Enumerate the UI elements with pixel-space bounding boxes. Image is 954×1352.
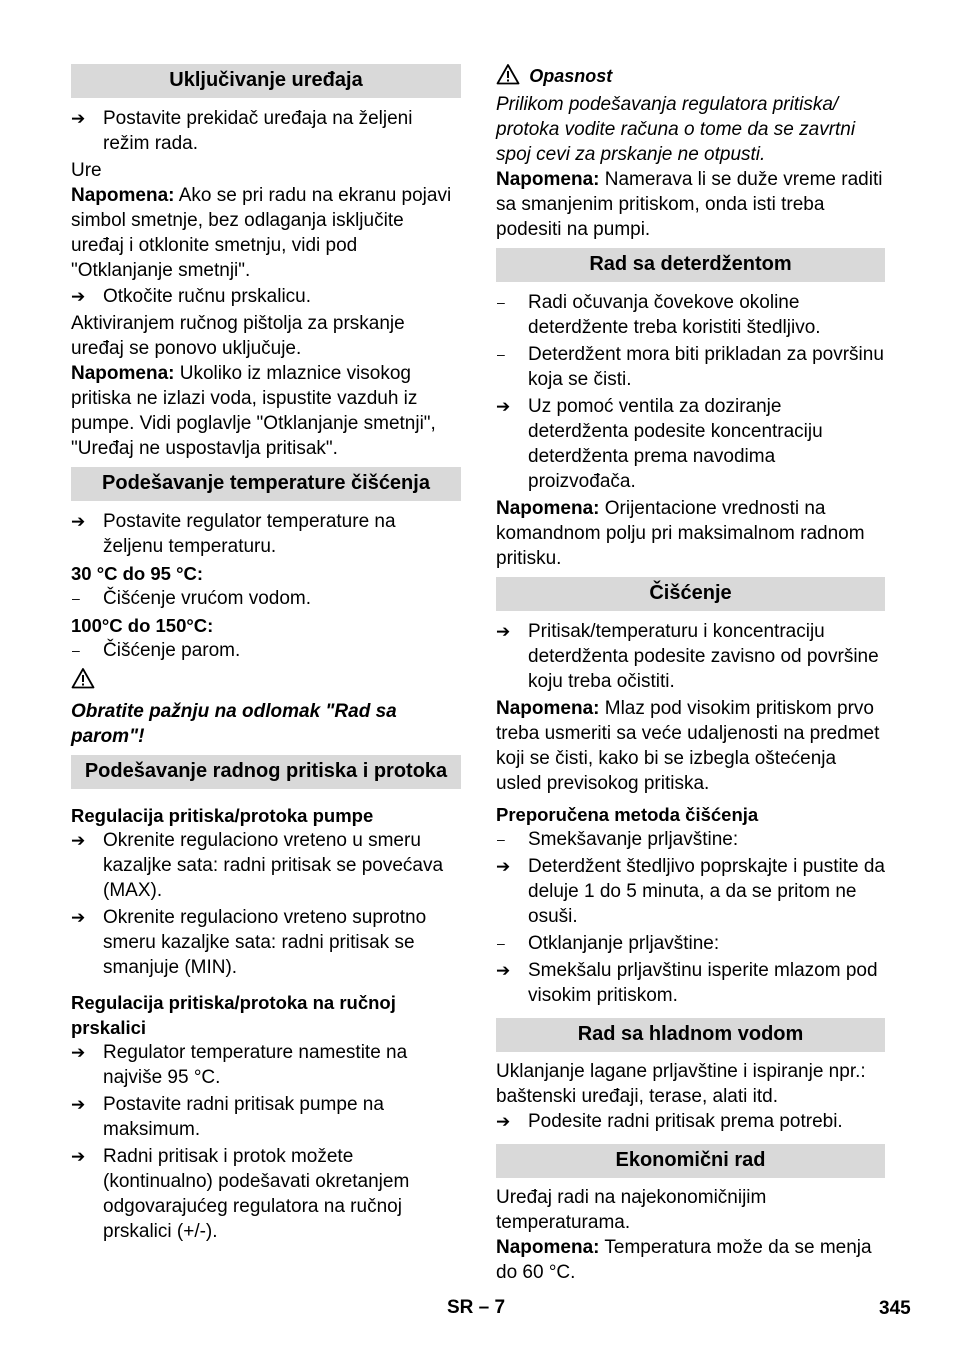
footer-page-number: 345 [879,1298,911,1319]
step-item: ➔ Postavite regulator temperature na željenu temperaturu. [71,511,396,557]
section-heading-detergent: Rad sa deterdžentom [496,248,885,282]
section-heading-economy: Ekonomični rad [496,1144,885,1178]
section-heading-cold-water: Rad sa hladnom vodom [496,1018,885,1052]
paragraph: Ure [71,160,102,181]
note-paragraph: Napomena: Orijentacione vrednosti na komandnom polju pri maksimalnom radnom pritisku. [496,498,865,569]
list-item: – Radi očuvanja čovekove okoline deterdžente treba koristiti štedljivo. [497,292,821,338]
list-item: – Čišćenje parom. [72,640,241,661]
note-paragraph: Napomena: Mlaz pod visokim pritiskom prvo treba usmeriti sa veće udaljenosti na predmet koji se čisti, kako bi se izbegla oštećenja usled previsokog pritiska. [496,698,880,794]
warning-triangle-icon [71,667,95,689]
section-heading-cleaning: Čišćenje [496,577,885,611]
footer-section-number: SR – 7 [447,1297,506,1318]
step-item: ➔ Radni pritisak i protok možete (kontinualno) podešavati okretanjem odgovarajućeg regulatora na ručnoj prskalici (+/-). [71,1146,410,1242]
subheading-method: Preporučena metoda čišćenja [496,804,759,825]
step-item: ➔ Regulator temperature namestite na najviše 95 °C. [71,1042,408,1088]
dash-icon: – [497,831,505,847]
arrow-icon: ➔ [496,622,511,641]
note-paragraph: Napomena: Ako se pri radu na ekranu pojavi simbol smetnje, bez odlaganja isključite uređaj i otklonite smetnju, vidi pod "Otklanjanje smetnji". [71,185,452,281]
left-column [71,63,461,1244]
note-paragraph: Napomena: Ukoliko iz mlaznice visokog pritiska ne izlazi voda, ispustite vazduh iz pumpe. Vidi poglavlje "Otklanjanje smetnji", "Uređaj ne uspostavlja pritisak". [71,363,436,459]
section-heading-switch-on: Uključivanje uređaja [71,64,461,98]
list-item: – Čišćenje vrućom vodom. [72,588,312,609]
step-item: ➔ Postavite radni pritisak pumpe na maksimum. [71,1094,384,1140]
warning-icon-row [71,667,461,693]
dash-icon: – [497,346,505,362]
arrow-icon: ➔ [71,109,86,128]
section-heading-temperature: Podešavanje temperature čišćenja [71,467,461,501]
arrow-icon: ➔ [496,961,511,980]
note-paragraph: Napomena: Namerava li se duže vreme raditi sa smanjenim pritiskom, onda isti treba podesiti na pumpi. [496,169,883,240]
warning-text: Obratite pažnju na odlomak "Rad sa parom"! [71,701,397,747]
list-item: – Otklanjanje prljavštine: [497,933,720,954]
dash-icon: – [72,642,80,658]
step-item: ➔ Postavite prekidač uređaja na željeni režim rada. [71,108,413,154]
list-item: – Deterdžent mora biti prikladan za površinu koja se čisti. [497,344,884,390]
step-item: ➔ Okrenite regulaciono vreteno u smeru kazaljke sata: radni pritisak se povećava (MAX). [71,830,444,901]
step-item: ➔ Okrenite regulaciono vreteno suprotno smeru kazaljke sata: radni pritisak se smanjuje (MIN). [71,907,427,978]
arrow-icon: ➔ [71,1043,86,1062]
range-label: 100°C do 150°C: [71,615,214,636]
paragraph: Uređaj radi na najekonomičnijim temperaturama. [496,1187,767,1233]
step-item: ➔ Pritisak/temperaturu i koncentraciju deterdženta podesite zavisno od površine koju treba očistiti. [496,621,879,692]
arrow-icon: ➔ [496,397,511,416]
arrow-icon: ➔ [71,512,86,531]
step-item: ➔ Smekšalu prljavštinu isperite mlazom pod visokim pritiskom. [496,960,878,1006]
step-item: ➔ Uz pomoć ventila za doziranje deterdženta podesite koncentraciju deterdženta prema navodima proizvođača. [496,396,823,492]
arrow-icon: ➔ [71,908,86,927]
paragraph: Uklanjanje lagane prljavštine i ispiranje npr.: baštenski uređaji, terase, alati itd. [496,1061,866,1107]
arrow-icon: ➔ [71,1095,86,1114]
paragraph: Aktiviranjem ručnog pištolja za prskanje uređaj se ponovo uključuje. [71,313,405,359]
dash-icon: – [72,590,80,606]
range-label: 30 °C do 95 °C: [71,563,203,584]
warning-triangle-icon [496,63,520,85]
subheading-pump: Regulacija pritiska/protoka pumpe [71,805,374,826]
arrow-icon: ➔ [496,1112,511,1131]
arrow-icon: ➔ [71,831,86,850]
subheading-hand-gun: Regulacija pritiska/protoka na ručnoj prskalici [71,992,396,1038]
arrow-icon: ➔ [71,287,86,306]
dash-icon: – [497,935,505,951]
list-item: – Smekšavanje prljavštine: [497,829,739,850]
right-column [496,63,885,1285]
step-item: ➔ Podesite radni pritisak prema potrebi. [496,1111,843,1132]
section-heading-pressure: Podešavanje radnog pritiska i protoka [71,755,461,789]
step-item: ➔ Otkočite ručnu prskalicu. [71,286,312,307]
danger-heading: Opasnost [496,63,885,88]
arrow-icon: ➔ [71,1147,86,1166]
dash-icon: – [497,294,505,310]
note-paragraph: Napomena: Temperatura može da se menja do 60 °C. [496,1237,872,1283]
danger-text: Prilikom podešavanja regulatora pritiska/ protoka vodite računa o tome da se zavrtni spoj cevi za prskanje ne otpusti. [496,94,856,165]
arrow-icon: ➔ [496,857,511,876]
step-item: ➔ Deterdžent štedljivo poprskajte i pustite da deluje 1 do 5 minuta, a da se pritom ne osuši. [496,856,885,927]
